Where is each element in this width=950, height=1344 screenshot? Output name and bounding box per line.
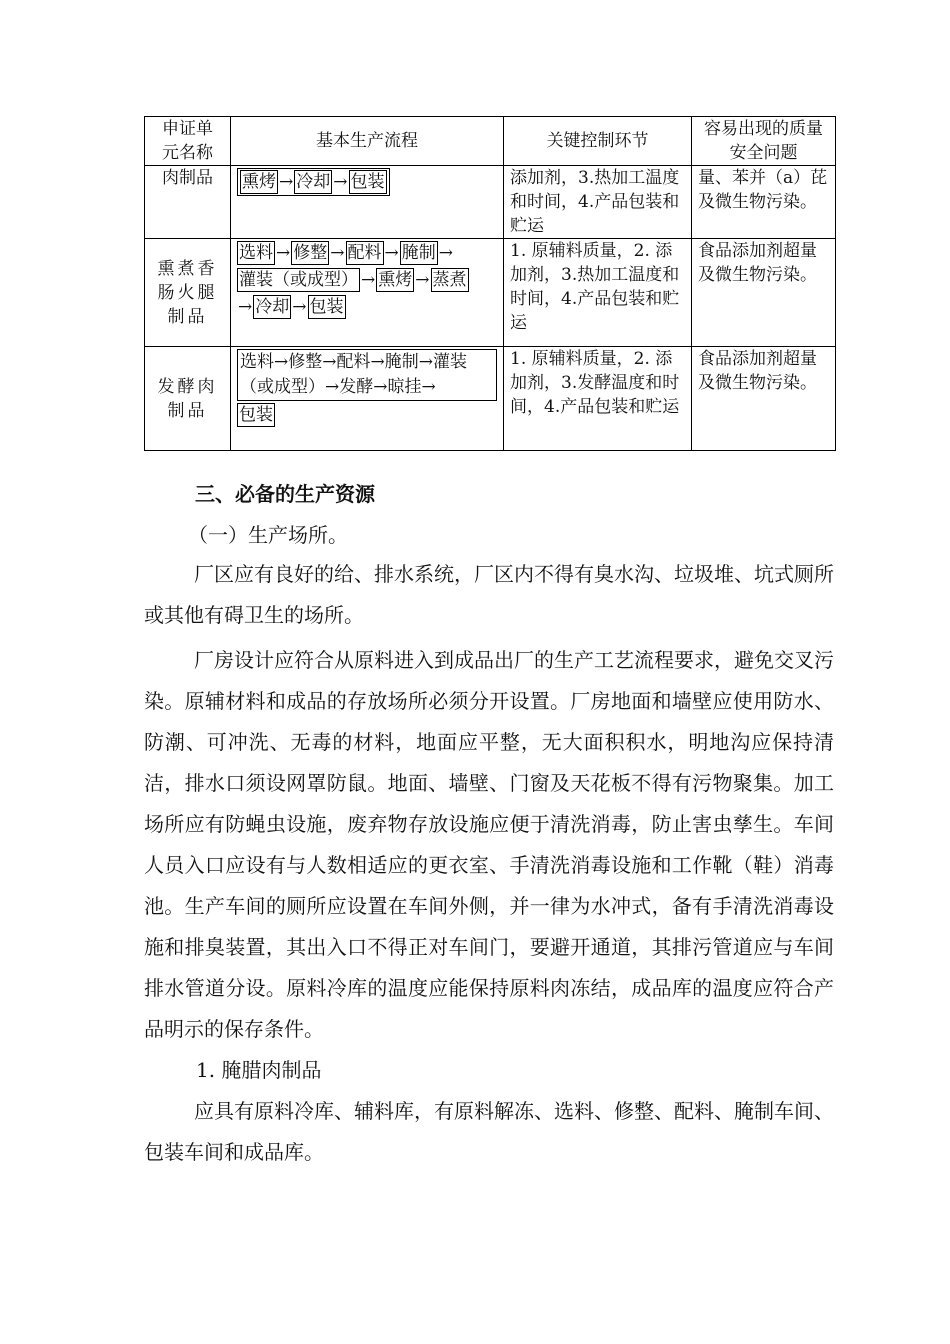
section-heading: 三、必备的生产资源: [195, 482, 375, 506]
unit-name: 肉制品: [145, 166, 231, 239]
table-row: [145, 239, 836, 347]
flow-text: 选料→修整→配料→腌制→灌装（或成型）→发酵→晾挂→: [240, 352, 467, 397]
flow-arrow: →: [276, 243, 291, 263]
header-control: 关键控制环节: [504, 117, 692, 166]
flow-step: 包装: [309, 297, 344, 317]
flow-box: [237, 349, 497, 401]
flow-arrow: →: [384, 243, 399, 263]
flow-arrow: →: [333, 172, 348, 192]
flow-cell: [231, 347, 504, 451]
table-row: [145, 166, 836, 239]
flow-arrow: →: [438, 243, 453, 263]
flow-arrow: →: [238, 297, 253, 317]
flow-step: 修整: [293, 243, 328, 263]
flow-step: 包装: [350, 172, 385, 192]
flow-arrow: →: [292, 297, 307, 317]
flow-step: 配料: [347, 243, 382, 263]
quality-issues: 食品添加剂超量及微生物污染。: [692, 239, 836, 347]
paragraph-1: 厂区应有良好的给、排水系统，厂区内不得有臭水沟、垃圾堆、坑式厕所或其他有碍卫生的场所。: [144, 562, 834, 627]
control-points: 添加剂，3.热加工温度和时间，4.产品包装和贮运: [504, 166, 692, 239]
control-points: 1. 原辅料质量，2. 添加剂，3.发酵温度和时间，4.产品包装和贮运: [504, 347, 692, 451]
flow-step: 腌制: [401, 243, 436, 263]
quality-issues: 食品添加剂超量及微生物污染。: [692, 347, 836, 451]
subsection-heading: （一）生产场所。: [188, 523, 348, 547]
flow-step: 冷却: [296, 172, 331, 192]
flow-arrow: →: [415, 270, 430, 290]
header-unit: 申证单元名称: [145, 117, 231, 166]
flow-step: 熏烤: [378, 270, 413, 290]
paragraph-2: 厂房设计应符合从原料进入到成品出厂的生产工艺流程要求，避免交叉污染。原辅材料和成品的存放场所必须分开设置。厂房地面和墙壁应使用防水、防潮、可冲洗、无毒的材料，地面应平整，无大面积积水，明地沟应保持清洁，排水口须设网罩防鼠。地面、墙壁、门窗及天花板不得有污物聚集。加工场所应有防蝇虫设施，废弃物存放设施应便于清洗消毒，防止害虫孳生。车间人员入口应设有与人数相适应的更衣室、手清洗消毒设施和工作靴（鞋）消毒池。生产车间的厕所应设置在车间外侧，并一律为水冲式，备有手清洗消毒设施和排臭装置，其出入口不得正对车间门，要避开通道，其排污管道应与车间排水管道分设。原料冷库的温度应能保持原料肉冻结，成品库的温度应符合产品明示的保存条件。: [144, 648, 834, 1041]
flow-box: [237, 168, 390, 196]
unit-name: 熏煮香肠火腿制品: [145, 239, 231, 347]
paragraph-3: 应具有原料冷库、辅料库，有原料解冻、选料、修整、配料、腌制车间、包装车间和成品库。: [144, 1099, 834, 1164]
flow-step: 选料: [239, 243, 273, 263]
flow-step: 包装: [239, 405, 273, 425]
flow-step: 灌装（或成型）: [239, 270, 358, 290]
quality-issues: 量、苯并（a）芘及微生物污染。: [692, 166, 836, 239]
control-points: 1. 原辅料质量，2. 添加剂，3.热加工温度和时间，4.产品包装和贮运: [504, 239, 692, 347]
header-issues: 容易出现的质量安全问题: [692, 117, 836, 166]
flow-step: 熏烤: [242, 172, 276, 192]
list-item-1: 1. 腌腊肉制品: [196, 1058, 322, 1082]
flow-step: 蒸煮: [432, 270, 467, 290]
flow-arrow: →: [330, 243, 345, 263]
body-text: [144, 554, 834, 1173]
flow-cell: [231, 239, 504, 347]
flow-arrow: →: [279, 172, 294, 192]
flow-arrow: →: [361, 270, 376, 290]
table-header-row: [145, 117, 836, 166]
flow-cell: [231, 166, 504, 239]
flow-step: 冷却: [255, 297, 290, 317]
table-row: [145, 347, 836, 451]
production-table: [144, 116, 836, 451]
unit-name: 发酵肉制品: [145, 347, 231, 451]
header-flow: 基本生产流程: [231, 117, 504, 166]
